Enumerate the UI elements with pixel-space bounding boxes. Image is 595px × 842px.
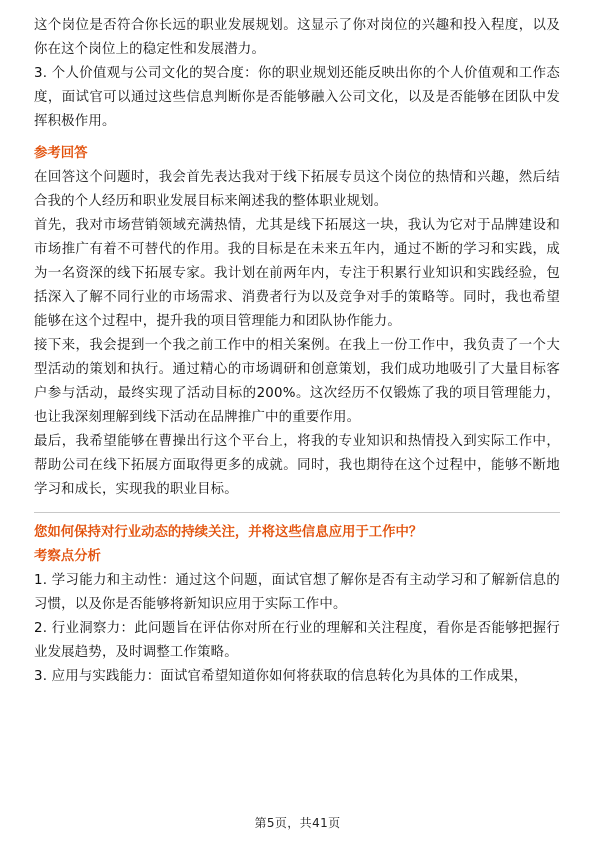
paragraph: 这个岗位是否符合你长远的职业发展规划。这显示了你对岗位的兴趣和投入程度，以及你在这个岗位上的稳定性和发展潜力。: [34, 18, 560, 57]
paragraph: 最后，我希望能够在曹操出行这个平台上，将我的专业知识和热情投入到实际工作中，帮助公司在线下拓展方面取得更多的成就。同时，我也期待在这个过程中，能够不断地学习和成长，实现我的职业目标。: [34, 434, 560, 497]
paragraph: 1. 学习能力和主动性：通过这个问题，面试官想了解你是否有主动学习和了解新信息的习惯，以及你是否能够将新知识应用于实际工作中。: [34, 573, 560, 612]
question-heading: 您如何保持对行业动态的持续关注，并将这些信息应用于工作中？: [34, 525, 423, 540]
document-page: [34, 14, 560, 689]
paragraph: 首先，我对市场营销领域充满热情，尤其是线下拓展这一块，我认为它对于品牌建设和市场推广有着不可替代的作用。我的目标是在未来五年内，通过不断的学习和实践，成为一名资深的线下拓展专家。我计划在前两年内，专注于积累行业知识和实践经验，包括深入了解不同行业的市场需求、消费者行为以及竞争对手的策略等。同时，我也希望能够在这个过程中，提升我的项目管理能力和团队协作能力。: [34, 218, 560, 329]
paragraph: 2. 行业洞察力：此问题旨在评估你对所在行业的理解和关注程度，看你是否能够把握行业发展趋势，及时调整工作策略。: [34, 621, 560, 660]
paragraph: 3. 应用与实践能力：面试官希望知道你如何将获取的信息转化为具体的工作成果，: [34, 669, 528, 684]
page-number: 第5页，共41页: [254, 816, 341, 830]
section-heading-analysis: 考察点分析: [34, 549, 101, 564]
section-heading-answer: 参考回答: [34, 146, 88, 161]
paragraph: 3. 个人价值观与公司文化的契合度：你的职业规划还能反映出你的个人价值观和工作态度，面试官可以通过这些信息判断你是否能够融入公司文化，以及是否能够在团队中发挥积极作用。: [34, 66, 560, 129]
paragraph: 接下来，我会提到一个我之前工作中的相关案例。在我上一份工作中，我负责了一个大型活动的策划和执行。通过精心的市场调研和创意策划，我们成功地吸引了大量目标客户参与活动，最终实现了活动目标的200%。这次经历不仅锻炼了我的项目管理能力，也让我深刻理解到线下活动在品牌推广中的重要作用。: [34, 338, 560, 425]
paragraph: 在回答这个问题时，我会首先表达我对于线下拓展专员这个岗位的热情和兴趣，然后结合我的个人经历和职业发展目标来阐述我的整体职业规划。: [34, 170, 560, 209]
